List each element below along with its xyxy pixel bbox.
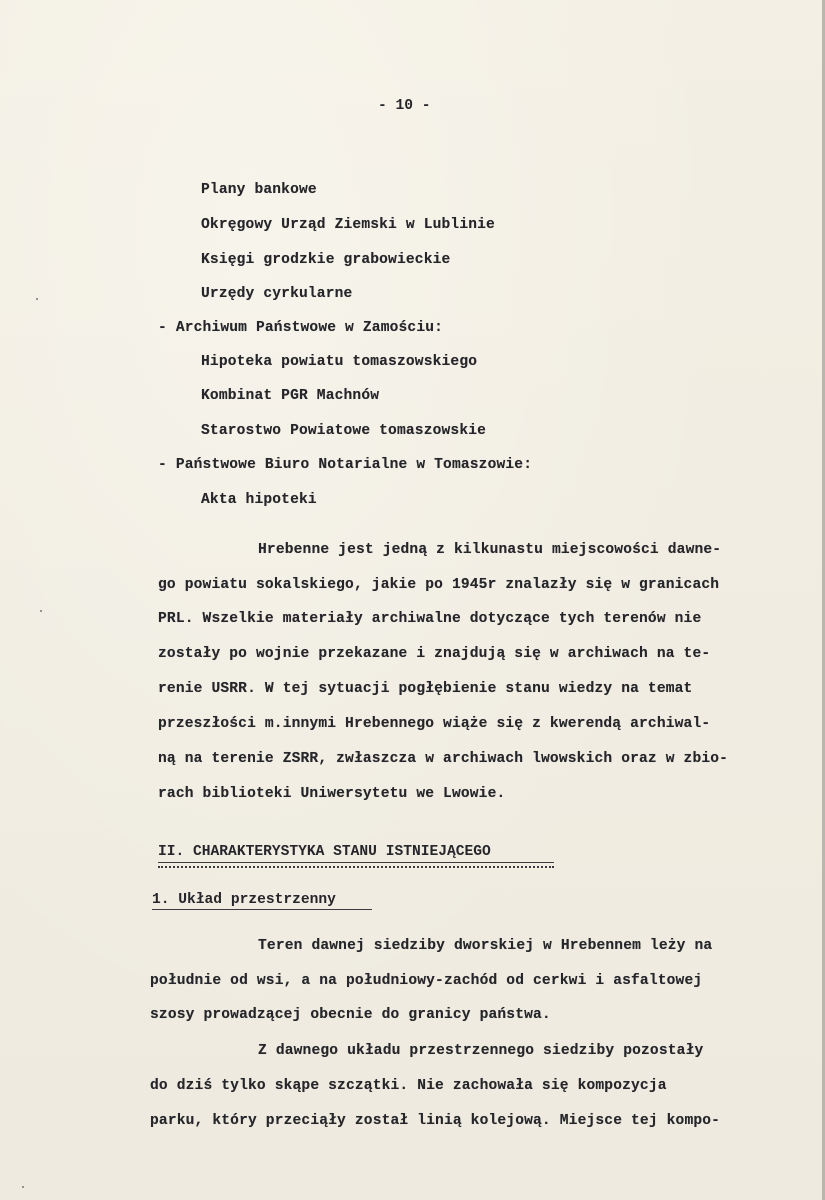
paragraph-line: go powiatu sokalskiego, jakie po 1945r znalazły się w granicach	[158, 577, 720, 593]
paragraph-line: PRL. Wszelkie materiały archiwalne dotyczące tych terenów nie	[158, 611, 702, 627]
paragraph-line: południe od wsi, a na południowy-zachód od cerkwi i asfaltowej	[150, 973, 703, 989]
list-item: Hipoteka powiatu tomaszowskiego	[201, 354, 478, 370]
list-item: Akta hipoteki	[201, 492, 317, 508]
section-heading-double-underline	[158, 866, 554, 870]
paper-speck	[36, 298, 38, 300]
list-item: Urzędy cyrkularne	[201, 286, 353, 302]
paragraph-line: do dziś tylko skąpe szczątki. Nie zachowała się kompozycja	[150, 1078, 667, 1094]
paragraph-line: przeszłości m.innymi Hrebennego wiąże się z kwerendą archiwal-	[158, 716, 711, 732]
paragraph-line: renie USRR. W tej sytuacji pogłębienie stanu wiedzy na temat	[158, 681, 693, 697]
section-heading: II. CHARAKTERYSTYKA STANU ISTNIEJĄCEGO	[158, 844, 491, 860]
list-item: Starostwo Powiatowe tomaszowskie	[201, 423, 487, 439]
list-item: Okręgowy Urząd Ziemski w Lublinie	[201, 217, 495, 233]
section-heading-underline	[158, 862, 554, 863]
list-item: Kombinat PGR Machnów	[201, 388, 380, 404]
list-item: Plany bankowe	[201, 182, 317, 198]
paragraph-line: rach biblioteki Uniwersytetu we Lwowie.	[158, 786, 506, 802]
paragraph-line: parku, który przeciąły został linią kolejową. Miejsce tej kompo-	[150, 1113, 721, 1129]
subsection-heading: 1. Układ przestrzenny	[152, 892, 336, 908]
paragraph-line: zostały po wojnie przekazane i znajdują się w archiwach na te-	[158, 646, 711, 662]
subsection-heading-underline	[152, 909, 372, 910]
paragraph-line: Teren dawnej siedziby dworskiej w Hrebennem leży na	[258, 938, 713, 954]
list-heading-notary-office: - Państwowe Biuro Notarialne w Tomaszowie:	[158, 457, 533, 473]
paragraph-line: ną na terenie ZSRR, zwłaszcza w archiwach lwowskich oraz w zbio-	[158, 751, 729, 767]
page-number: - 10 -	[378, 98, 431, 114]
list-item: Księgi grodzkie grabowieckie	[201, 252, 451, 268]
paragraph-line: szosy prowadzącej obecnie do granicy państwa.	[150, 1007, 551, 1023]
paper-speck	[22, 1186, 24, 1188]
paragraph-line: Z dawnego układu przestrzennego siedziby pozostały	[258, 1043, 704, 1059]
paragraph-line: Hrebenne jest jedną z kilkunastu miejscowości dawne-	[258, 542, 722, 558]
paper-speck	[40, 610, 42, 612]
list-heading-archive-zamosc: - Archiwum Państwowe w Zamościu:	[158, 320, 444, 336]
